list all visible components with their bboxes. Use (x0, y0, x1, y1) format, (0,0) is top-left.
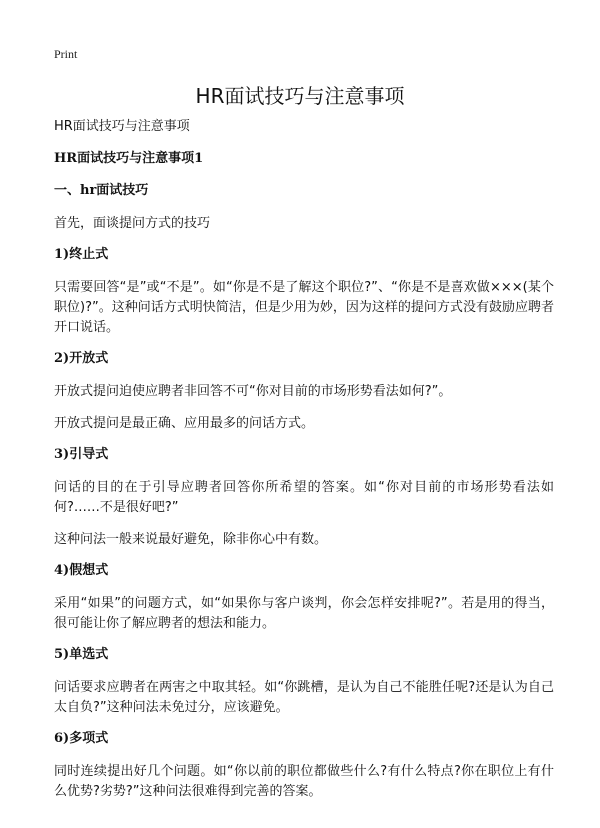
section-heading-2: 2)开放式 (54, 351, 109, 366)
section-heading-6: 6)多项式 (54, 731, 109, 746)
section-6-paragraph-1: 同时连续提出好几个问题。如“你以前的职位都做些什么?有什么特点?你在职位上有什么优势?劣势?”这种问法很难得到完善的答案。 (54, 764, 554, 799)
section-2-paragraph-1: 开放式提问迫使应聘者非回答不可“你对目前的市场形势看法如何?”。 (54, 384, 452, 399)
intro-paragraph: 首先，面谈提问方式的技巧 (54, 216, 211, 231)
section-5-paragraph-1: 问话要求应聘者在两害之中取其轻。如“你跳槽，是认为自己不能胜任呢?还是认为自己太自负?”这种问法未免过分，应该避免。 (54, 680, 554, 715)
print-label: Print (54, 47, 78, 61)
section-heading-1: 1)终止式 (54, 247, 109, 262)
part-heading: 一、hr面试技巧 (54, 183, 149, 198)
document-body (54, 118, 554, 814)
section-2-paragraph-2: 开放式提问是最正确、应用最多的问话方式。 (54, 416, 315, 431)
document-subtitle: HR面试技巧与注意事项 (54, 119, 190, 134)
section-title: HR面试技巧与注意事项1 (54, 151, 204, 166)
section-heading-4: 4)假想式 (54, 563, 109, 578)
page-title: HR面试技巧与注意事项 (195, 84, 405, 108)
section-heading-5: 5)单选式 (54, 647, 109, 662)
section-heading-3: 3)引导式 (54, 447, 109, 462)
section-4-paragraph-1: 采用“如果”的问题方式，如“如果你与客户谈判，你会怎样安排呢?”。若是用的得当，很可能让你了解应聘者的想法和能力。 (54, 596, 554, 631)
section-3-paragraph-1: 问话的目的在于引导应聘者回答你所希望的答案。如“你对目前的市场形势看法如何?……不是很好吧?” (54, 480, 554, 515)
section-1-paragraph-1: 只需要回答“是”或“不是”。如“你是不是了解这个职位?”、“你是不是喜欢做×××(某个职位)?”。这种问话方式明快简洁，但是少用为妙，因为这样的提问方式没有鼓励应聘者开口说话。 (54, 280, 554, 335)
section-3-paragraph-2: 这种问法一般来说最好避免，除非你心中有数。 (54, 532, 328, 547)
